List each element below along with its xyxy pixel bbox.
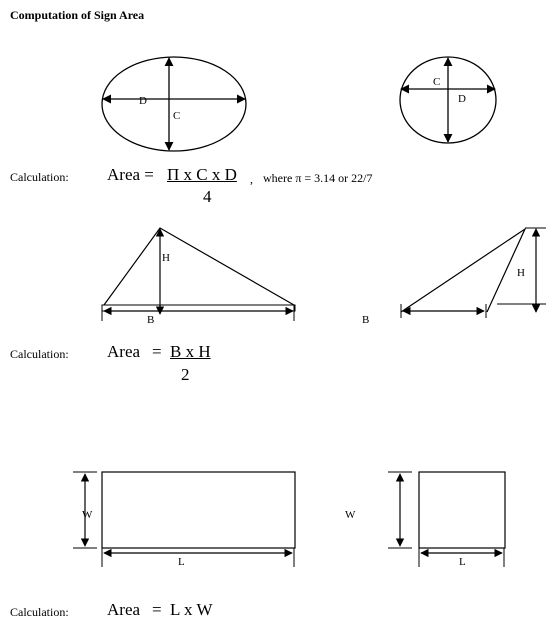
ellipse-formula-note: where π = 3.14 or 22/7 — [263, 171, 373, 185]
label-l: L — [178, 556, 185, 568]
triangle-shape-right — [362, 228, 546, 326]
calculation-label-ellipse: Calculation: — [10, 170, 69, 184]
triangle-formula-numerator: B x H — [170, 342, 211, 361]
label-d: D — [139, 95, 147, 107]
rectangle-shape-wide — [73, 472, 295, 568]
ellipse-shape-small — [400, 57, 496, 143]
triangle-shape-left — [102, 228, 295, 326]
rectangle-formula-lhs: Area — [107, 600, 141, 619]
triangle-formula-lhs: Area — [107, 342, 141, 361]
calculation-label-rectangle: Calculation: — [10, 605, 69, 619]
rectangle-shape-square — [345, 472, 505, 568]
rectangle-formula-eq: = — [152, 600, 162, 619]
triangle-formula-eq: = — [152, 342, 162, 361]
label-b: B — [362, 314, 370, 326]
ellipse-formula-comma: , — [250, 172, 253, 186]
label-l: L — [459, 556, 466, 568]
label-w: W — [345, 509, 356, 521]
triangle-formula-denominator: 2 — [181, 365, 190, 384]
calculation-label-triangle: Calculation: — [10, 347, 69, 361]
ellipse-shape-large — [102, 57, 246, 151]
label-c: C — [173, 110, 181, 122]
label-h: H — [517, 267, 525, 279]
ellipse-formula-numerator: Π x C x D — [167, 165, 237, 184]
label-h: H — [162, 252, 170, 264]
rectangle-formula-expr: L x W — [170, 600, 213, 619]
ellipse-formula-lhs: Area = — [107, 165, 154, 184]
label-c: C — [433, 76, 441, 88]
label-b: B — [147, 314, 155, 326]
page-title: Computation of Sign Area — [10, 8, 145, 22]
label-w: W — [82, 509, 93, 521]
label-d: D — [458, 93, 466, 105]
ellipse-formula-denominator: 4 — [203, 187, 212, 206]
